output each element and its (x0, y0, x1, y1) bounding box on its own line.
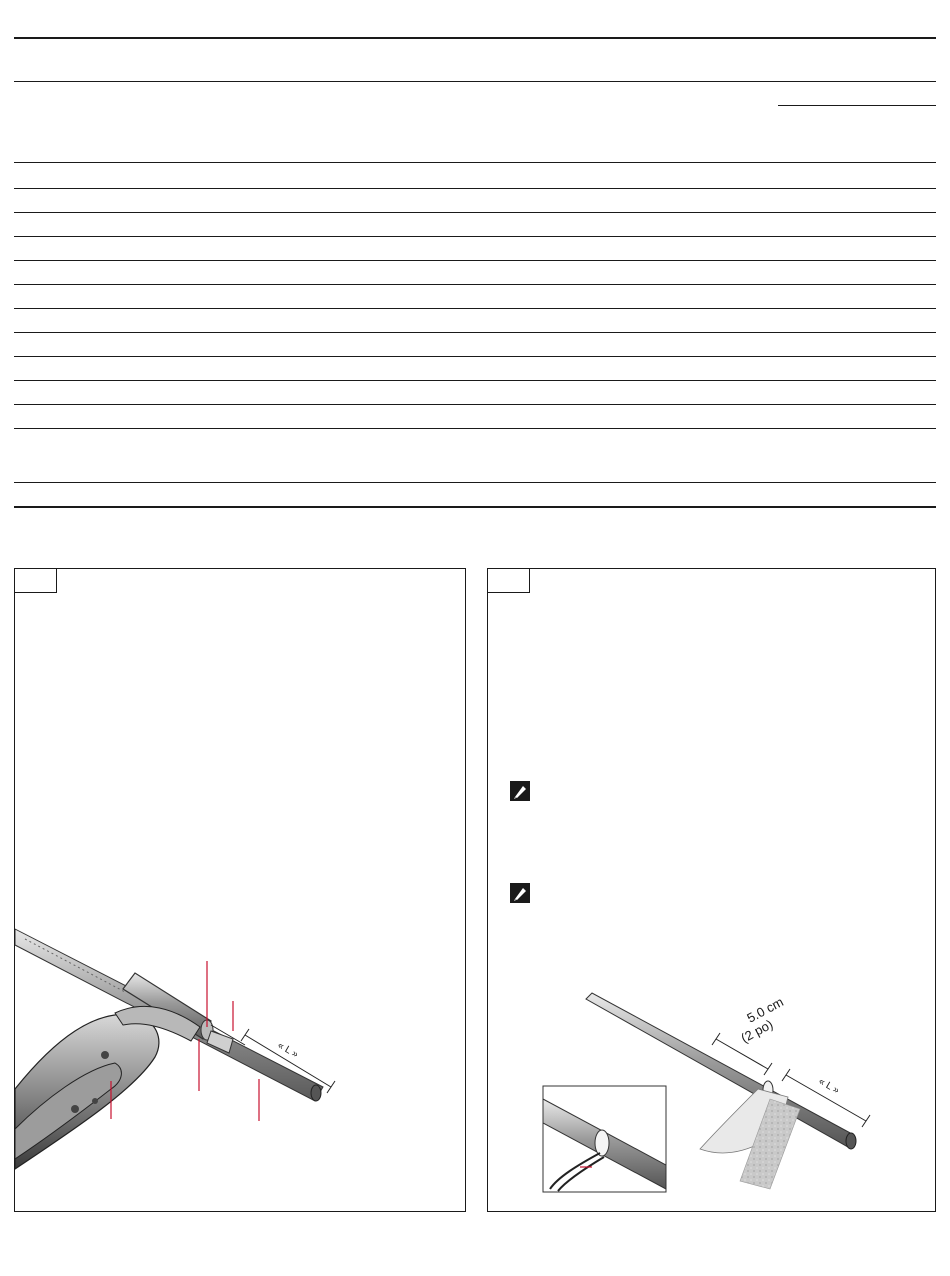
tape-strip (700, 1089, 800, 1189)
table-row-rule (14, 188, 936, 189)
rod-end (311, 1085, 321, 1101)
table-row-rule (14, 236, 936, 237)
table-row-rule (14, 162, 936, 163)
table-row-rule (14, 482, 936, 483)
table-bottom-rule (14, 506, 936, 508)
inset-detail (543, 1086, 666, 1192)
tape-rod-illustration (488, 569, 937, 1213)
table-header-rule (14, 81, 936, 82)
table-row-rule (14, 308, 936, 309)
dimension-l-label: « L » (816, 1076, 841, 1097)
pliers-rod-illustration (15, 569, 467, 1213)
dimension-2po-label: (2 po) (738, 1016, 776, 1046)
locking-pliers (15, 1006, 200, 1169)
table-row-rule (14, 260, 936, 261)
step-panel-left (14, 568, 466, 1212)
dimension-l-label: « L » (275, 1040, 300, 1061)
dimension-5cm (712, 994, 786, 1075)
dimension-5cm-label: 5.0 cm (744, 994, 786, 1026)
table-row-rule (14, 212, 936, 213)
table-row-rule (14, 404, 936, 405)
table-row-rule (14, 284, 936, 285)
table-top-rule (14, 37, 936, 39)
table-row-rule (14, 428, 936, 429)
table-subheader-rule (778, 105, 936, 106)
step-panel-right (487, 568, 936, 1212)
table-row-rule (14, 380, 936, 381)
table-row-rule (14, 332, 936, 333)
table-row-rule (14, 356, 936, 357)
